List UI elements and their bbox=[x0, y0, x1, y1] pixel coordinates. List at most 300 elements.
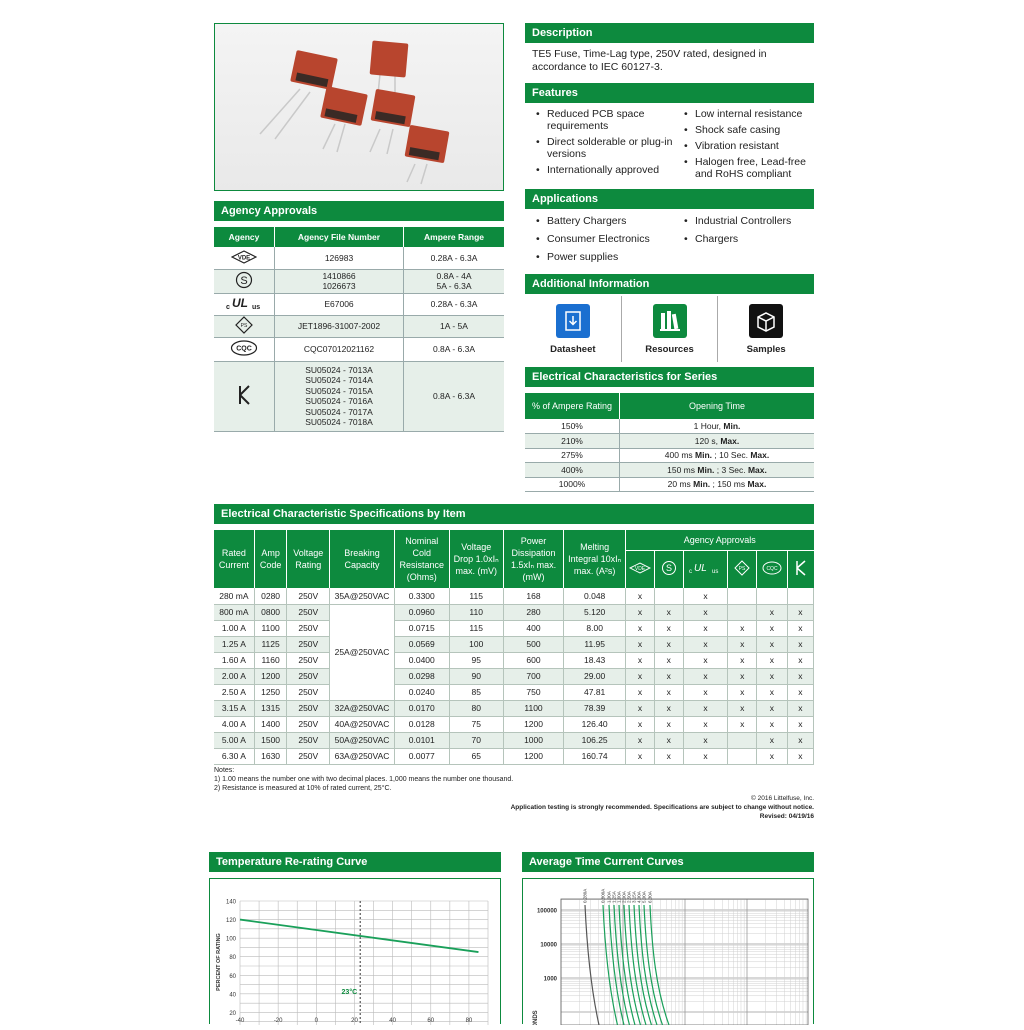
spec-cold-resistance: 0.0077 bbox=[394, 748, 449, 764]
feature-item: • Reduced PCB space requirements bbox=[533, 108, 673, 132]
agency-row bbox=[214, 361, 504, 431]
samples-link[interactable] bbox=[717, 296, 814, 362]
spec-amp-code: 1100 bbox=[254, 620, 287, 636]
time-chart bbox=[523, 879, 813, 1025]
spec-row bbox=[214, 748, 814, 764]
spec-voltage-drop: 85 bbox=[449, 684, 503, 700]
x-tick-label: 20 bbox=[351, 1018, 358, 1024]
spec-cold-resistance: 0.0298 bbox=[394, 668, 449, 684]
spec-amp-code: 1160 bbox=[254, 652, 287, 668]
spec-approval-mark: x bbox=[757, 700, 788, 716]
spec-cold-resistance: 0.3300 bbox=[394, 588, 449, 604]
spec-breaking-capacity: 63A@250VAC bbox=[330, 748, 395, 764]
spec-breaking-capacity: 40A@250VAC bbox=[330, 716, 395, 732]
spec-approval-mark: x bbox=[683, 732, 728, 748]
spec-col-breaking: Breaking Capacity bbox=[330, 530, 395, 588]
applications-left-list bbox=[533, 215, 673, 269]
curve-label: 4.00A bbox=[636, 891, 642, 903]
curve-label: 2.00A bbox=[621, 891, 627, 903]
series-time bbox=[620, 463, 815, 478]
series-col-pct: % of Ampere Rating bbox=[525, 393, 620, 419]
series-table bbox=[525, 393, 814, 492]
spec-voltage-rating: 250V bbox=[287, 588, 330, 604]
series-row bbox=[525, 463, 814, 478]
agency-row bbox=[214, 293, 504, 315]
curve-label: 1.00A bbox=[606, 891, 612, 903]
spec-rated-current: 1.00 A bbox=[214, 620, 254, 636]
spec-header: Electrical Characteristic Specifications by Item bbox=[214, 504, 814, 524]
y-tick-label: 140 bbox=[225, 899, 236, 906]
spec-row bbox=[214, 588, 814, 604]
spec-approval-mark bbox=[728, 748, 757, 764]
spec-melting-integral: 8.00 bbox=[564, 620, 626, 636]
spec-melting-integral: 5.120 bbox=[564, 604, 626, 620]
series-pct: 1000% bbox=[525, 477, 620, 492]
spec-approval-mark: x bbox=[728, 636, 757, 652]
spec-approval-mark: x bbox=[654, 716, 683, 732]
spec-approval-mark: x bbox=[787, 748, 813, 764]
note-1: 1) 1.00 means the number one with two decimal places. 1,000 means the number one thousand. bbox=[214, 776, 514, 783]
spec-melting-integral: 11.95 bbox=[564, 636, 626, 652]
x-tick-label: 0 bbox=[314, 1018, 318, 1024]
spec-notes bbox=[214, 766, 513, 793]
svg-text:UL: UL bbox=[232, 296, 248, 310]
spec-voltage-drop: 115 bbox=[449, 620, 503, 636]
spec-approval-mark: x bbox=[683, 620, 728, 636]
spec-power-dissipation: 1100 bbox=[503, 700, 563, 716]
y-axis-label: PERCENT OF RATING bbox=[216, 933, 222, 991]
x-tick-label: 80 bbox=[465, 1018, 473, 1024]
temp-chart-frame bbox=[209, 878, 501, 1024]
spec-rated-current: 2.00 A bbox=[214, 668, 254, 684]
spec-approval-mark: x bbox=[626, 668, 655, 684]
spec-row bbox=[214, 732, 814, 748]
spec-rated-current: 5.00 A bbox=[214, 732, 254, 748]
agency-table bbox=[214, 227, 504, 432]
spec-approval-mark: x bbox=[787, 716, 813, 732]
svg-text:PS: PS bbox=[240, 323, 248, 329]
spec-power-dissipation: 750 bbox=[503, 684, 563, 700]
spec-power-dissipation: 600 bbox=[503, 652, 563, 668]
disclaimer: Application testing is strongly recommended. Specifications are subject to change without notice. bbox=[510, 804, 814, 811]
spec-melting-integral: 126.40 bbox=[564, 716, 626, 732]
time-chart-frame bbox=[522, 878, 814, 1024]
spec-approval-mark: x bbox=[683, 748, 728, 764]
pse-logo-icon bbox=[728, 550, 757, 588]
y-tick-label: 100 bbox=[225, 936, 236, 943]
spec-row bbox=[214, 684, 814, 700]
svg-text:S: S bbox=[240, 275, 248, 287]
spec-rated-current: 3.15 A bbox=[214, 700, 254, 716]
series-time-part: 120 s, bbox=[694, 435, 721, 446]
spec-voltage-drop: 100 bbox=[449, 636, 503, 652]
x-tick-label: 40 bbox=[389, 1018, 396, 1024]
additional-info-panel bbox=[525, 296, 814, 362]
cul-logo-icon bbox=[683, 550, 728, 588]
notes-title: Notes: bbox=[214, 767, 235, 774]
spec-voltage-drop: 80 bbox=[449, 700, 503, 716]
spec-approval-mark: x bbox=[626, 604, 655, 620]
spec-amp-code: 1315 bbox=[254, 700, 287, 716]
spec-approval-mark: x bbox=[626, 620, 655, 636]
feature-item: • Shock safe casing bbox=[681, 124, 811, 136]
spec-cold-resistance: 0.0960 bbox=[394, 604, 449, 620]
spec-approval-mark: x bbox=[683, 700, 728, 716]
x-tick-label: 60 bbox=[427, 1018, 435, 1024]
spec-voltage-drop: 90 bbox=[449, 668, 503, 684]
agency-col-file: Agency File Number bbox=[275, 227, 404, 247]
x-tick-label: -20 bbox=[273, 1018, 283, 1024]
spec-melting-integral: 18.43 bbox=[564, 652, 626, 668]
svg-text:UL: UL bbox=[694, 563, 708, 575]
curve-label: 1.25A bbox=[611, 891, 617, 903]
spec-amp-code: 1125 bbox=[254, 636, 287, 652]
spec-approval-mark: x bbox=[787, 684, 813, 700]
spec-amp-code: 1250 bbox=[254, 684, 287, 700]
agency-ampere-range: 0.8A - 4A 5A - 6.3A bbox=[436, 270, 472, 291]
datasheet-link[interactable] bbox=[525, 296, 621, 362]
spec-col-melting: Melting Integral 10xIₙ max. (A²s) bbox=[564, 530, 626, 588]
spec-voltage-rating: 250V bbox=[287, 684, 330, 700]
spec-voltage-rating: 250V bbox=[287, 700, 330, 716]
spec-voltage-rating: 250V bbox=[287, 748, 330, 764]
spec-approval-mark: x bbox=[654, 636, 683, 652]
spec-approval-mark: x bbox=[757, 684, 788, 700]
spec-approval-mark: x bbox=[757, 732, 788, 748]
spec-approval-mark: x bbox=[683, 588, 728, 604]
resources-label: Resources bbox=[645, 344, 694, 355]
series-pct: 275% bbox=[525, 448, 620, 463]
spec-approval-mark: x bbox=[787, 700, 813, 716]
curve-label: 0.280A bbox=[582, 888, 588, 903]
spec-approval-mark: x bbox=[787, 620, 813, 636]
spec-approval-mark: x bbox=[787, 732, 813, 748]
temp-chart bbox=[210, 879, 500, 1025]
spec-rated-current: 2.50 A bbox=[214, 684, 254, 700]
time-current-curve bbox=[614, 905, 630, 1025]
additional-info-header: Additional Information bbox=[525, 274, 814, 294]
spec-approval-mark: x bbox=[787, 668, 813, 684]
series-col-time: Opening Time bbox=[620, 393, 815, 419]
svg-text:S: S bbox=[665, 563, 672, 574]
y-tick-label: 20 bbox=[229, 1010, 236, 1017]
series-time bbox=[620, 477, 815, 492]
spec-voltage-rating: 250V bbox=[287, 620, 330, 636]
agency-file-number: SU05024 - 7013A SU05024 - 7014A SU05024 - 7015A SU05024 - 7016A SU05024 - 7017A SU05024 - 7018A bbox=[275, 361, 404, 431]
series-time bbox=[620, 448, 815, 463]
curve-label: 5.00A bbox=[641, 891, 647, 903]
svg-text:c: c bbox=[689, 569, 693, 576]
series-time-part: Max. bbox=[720, 435, 740, 446]
spec-approval-mark: x bbox=[654, 700, 683, 716]
spec-approval-mark: x bbox=[683, 684, 728, 700]
pse-logo-icon bbox=[214, 315, 275, 337]
spec-col-power: Power Dissipation 1.5xIₙ max. (mW) bbox=[503, 530, 563, 588]
spec-power-dissipation: 500 bbox=[503, 636, 563, 652]
spec-breaking-capacity: 50A@250VAC bbox=[330, 732, 395, 748]
series-time-part: ; 150 ms bbox=[710, 479, 748, 490]
application-item: • Battery Chargers bbox=[533, 215, 673, 227]
spec-approval-mark: x bbox=[728, 700, 757, 716]
applications-header: Applications bbox=[525, 189, 814, 209]
application-item: • Power supplies bbox=[533, 251, 673, 263]
samples-label: Samples bbox=[746, 344, 786, 355]
x-tick-label: -40 bbox=[235, 1018, 245, 1024]
spec-rated-current: 1.60 A bbox=[214, 652, 254, 668]
revised: Revised: 04/19/16 bbox=[759, 813, 814, 820]
spec-approval-mark: x bbox=[757, 748, 788, 764]
series-row bbox=[525, 434, 814, 449]
feature-item: • Low internal resistance bbox=[681, 108, 811, 120]
note-2: 2) Resistance is measured at 10% of rated current, 25°C. bbox=[214, 785, 392, 792]
spec-power-dissipation: 280 bbox=[503, 604, 563, 620]
spec-col-rated-current: Rated Current bbox=[214, 530, 254, 588]
curve-label: 6.30A bbox=[647, 891, 653, 903]
features-header: Features bbox=[525, 83, 814, 103]
applications-right-list bbox=[681, 215, 811, 251]
svg-text:us: us bbox=[712, 569, 719, 576]
spec-row bbox=[214, 652, 814, 668]
svg-text:CQC: CQC bbox=[766, 566, 778, 573]
spec-approval-mark: x bbox=[757, 652, 788, 668]
spec-voltage-rating: 250V bbox=[287, 668, 330, 684]
resources-link[interactable] bbox=[621, 296, 718, 362]
spec-approval-mark: x bbox=[683, 636, 728, 652]
spec-amp-code: 0800 bbox=[254, 604, 287, 620]
spec-approval-mark bbox=[757, 588, 788, 604]
series-row bbox=[525, 448, 814, 463]
agency-file-number: E67006 bbox=[275, 293, 404, 315]
series-pct: 210% bbox=[525, 434, 620, 449]
time-current-curve bbox=[609, 905, 624, 1025]
y-tick-label: 60 bbox=[229, 973, 236, 980]
feature-item: • Direct solderable or plug-in versions bbox=[533, 136, 673, 160]
spec-approval-mark: x bbox=[626, 716, 655, 732]
application-item: • Consumer Electronics bbox=[533, 233, 673, 245]
spec-power-dissipation: 1000 bbox=[503, 732, 563, 748]
features-left-list bbox=[533, 108, 673, 180]
spec-rated-current: 800 mA bbox=[214, 604, 254, 620]
spec-cold-resistance: 0.0128 bbox=[394, 716, 449, 732]
spec-approval-mark: x bbox=[728, 668, 757, 684]
series-time-part: Min. bbox=[693, 479, 711, 490]
description-text: TE5 Fuse, Time-Lag type, 250V rated, designed in accordance to IEC 60127-3. bbox=[532, 48, 767, 73]
spec-footer bbox=[460, 794, 814, 821]
spec-voltage-drop: 110 bbox=[449, 604, 503, 620]
spec-approval-mark: x bbox=[654, 604, 683, 620]
series-time-part: Max. bbox=[747, 479, 767, 490]
series-time-part: Min. bbox=[697, 464, 715, 475]
series-header: Electrical Characteristics for Series bbox=[525, 367, 814, 387]
svg-text:VDE: VDE bbox=[237, 255, 251, 262]
spec-melting-integral: 78.39 bbox=[564, 700, 626, 716]
series-time-part: ; 10 Sec. bbox=[712, 450, 751, 461]
semko-logo-icon bbox=[214, 269, 275, 293]
series-time-part: Min. bbox=[723, 421, 741, 431]
y-tick-label: 80 bbox=[229, 955, 236, 962]
svg-text:CQC: CQC bbox=[236, 345, 252, 353]
spec-approval-mark: x bbox=[626, 588, 655, 604]
vde-logo-icon bbox=[214, 247, 275, 269]
series-pct: 400% bbox=[525, 463, 620, 478]
cqc-logo-icon bbox=[757, 550, 788, 588]
spec-voltage-drop: 95 bbox=[449, 652, 503, 668]
feature-item: • Vibration resistant bbox=[681, 140, 811, 152]
semko-logo-icon bbox=[654, 550, 683, 588]
agency-file-number: 126983 bbox=[275, 247, 404, 269]
time-current-curve bbox=[585, 905, 599, 1025]
spec-approval-mark: x bbox=[626, 684, 655, 700]
agency-row bbox=[214, 315, 504, 337]
spec-approval-mark bbox=[728, 732, 757, 748]
spec-approval-mark: x bbox=[787, 636, 813, 652]
spec-row bbox=[214, 668, 814, 684]
series-time-part: 1 Hour, bbox=[693, 421, 724, 431]
time-current-curve bbox=[619, 905, 635, 1025]
spec-row bbox=[214, 700, 814, 716]
svg-text:c: c bbox=[226, 304, 230, 311]
spec-amp-code: 1500 bbox=[254, 732, 287, 748]
curve-label: 2.50A bbox=[626, 891, 632, 903]
spec-approval-mark: x bbox=[757, 620, 788, 636]
series-row bbox=[525, 419, 814, 434]
spec-approval-mark: x bbox=[683, 716, 728, 732]
spec-cold-resistance: 0.0569 bbox=[394, 636, 449, 652]
series-time-part: 20 ms bbox=[667, 479, 694, 490]
series-time-part: Max. bbox=[750, 450, 770, 461]
marker-label: 23°C bbox=[341, 988, 358, 996]
feature-item: • Internationally approved bbox=[533, 164, 673, 176]
spec-power-dissipation: 400 bbox=[503, 620, 563, 636]
spec-voltage-drop: 65 bbox=[449, 748, 503, 764]
spec-approval-mark: x bbox=[757, 636, 788, 652]
cqc-logo-icon bbox=[214, 337, 275, 361]
y-axis-label: ONDS bbox=[533, 1010, 539, 1025]
spec-approval-mark: x bbox=[654, 652, 683, 668]
spec-cold-resistance: 0.0715 bbox=[394, 620, 449, 636]
spec-approval-mark: x bbox=[757, 604, 788, 620]
spec-melting-integral: 29.00 bbox=[564, 668, 626, 684]
spec-voltage-drop: 70 bbox=[449, 732, 503, 748]
spec-approval-mark: x bbox=[654, 684, 683, 700]
svg-text:PS: PS bbox=[738, 566, 746, 573]
spec-cold-resistance: 0.0101 bbox=[394, 732, 449, 748]
spec-approval-mark: x bbox=[728, 620, 757, 636]
series-time-part: Min. bbox=[695, 450, 713, 461]
description-header: Description bbox=[525, 23, 814, 43]
spec-melting-integral: 47.81 bbox=[564, 684, 626, 700]
series-row bbox=[525, 477, 814, 492]
spec-col-voltage: Voltage Rating bbox=[287, 530, 330, 588]
curve-label: 0.800A bbox=[600, 888, 606, 903]
spec-approval-mark bbox=[787, 588, 813, 604]
spec-approval-mark: x bbox=[654, 748, 683, 764]
spec-rated-current: 6.30 A bbox=[214, 748, 254, 764]
features-right-list bbox=[681, 108, 811, 184]
spec-rated-current: 4.00 A bbox=[214, 716, 254, 732]
box-icon bbox=[749, 304, 783, 338]
spec-power-dissipation: 1200 bbox=[503, 748, 563, 764]
spec-row bbox=[214, 716, 814, 732]
kc-logo-icon bbox=[214, 361, 275, 431]
spec-table bbox=[214, 530, 814, 765]
spec-breaking-capacity: 25A@250VAC bbox=[330, 604, 395, 700]
spec-approval-mark: x bbox=[683, 652, 728, 668]
books-icon bbox=[653, 304, 687, 338]
vde-logo-icon bbox=[626, 550, 655, 588]
spec-row bbox=[214, 636, 814, 652]
temp-chart-header: Temperature Re-rating Curve bbox=[209, 852, 501, 872]
spec-col-resistance: Nominal Cold Resistance (Ohms) bbox=[394, 530, 449, 588]
product-photo bbox=[214, 23, 504, 191]
spec-row bbox=[214, 604, 814, 620]
spec-amp-code: 1630 bbox=[254, 748, 287, 764]
spec-amp-code: 1400 bbox=[254, 716, 287, 732]
spec-melting-integral: 106.25 bbox=[564, 732, 626, 748]
kc-logo-icon bbox=[787, 550, 813, 588]
y-tick-label: 100000 bbox=[536, 908, 557, 915]
spec-approval-mark: x bbox=[654, 620, 683, 636]
feature-item: • Halogen free, Lead-free and RoHS compliant bbox=[681, 156, 811, 180]
agency-ampere-range: 0.28A - 6.3A bbox=[430, 298, 478, 309]
agency-row bbox=[214, 247, 504, 269]
spec-breaking-capacity: 32A@250VAC bbox=[330, 700, 395, 716]
series-time-part: ; 3 Sec. bbox=[714, 464, 748, 475]
agency-file-number: JET1896-31007-2002 bbox=[275, 315, 404, 337]
curve-label: 3.15A bbox=[631, 891, 637, 903]
spec-approval-mark: x bbox=[728, 716, 757, 732]
spec-approval-mark bbox=[728, 588, 757, 604]
spec-approval-mark: x bbox=[683, 668, 728, 684]
cul-logo-icon bbox=[214, 293, 275, 315]
spec-melting-integral: 160.74 bbox=[564, 748, 626, 764]
agency-header: Agency Approvals bbox=[214, 201, 504, 221]
spec-melting-integral: 0.048 bbox=[564, 588, 626, 604]
spec-voltage-rating: 250V bbox=[287, 716, 330, 732]
spec-amp-code: 1200 bbox=[254, 668, 287, 684]
agency-col-agency: Agency bbox=[214, 227, 275, 247]
spec-col-voltage-drop: Voltage Drop 1.0xIₙ max. (mV) bbox=[449, 530, 503, 588]
agency-ampere-range: 0.8A - 6.3A bbox=[432, 343, 476, 354]
agency-file-number: CQC07012021162 bbox=[275, 337, 404, 361]
document-download-icon bbox=[556, 304, 590, 338]
spec-approval-mark: x bbox=[787, 604, 813, 620]
spec-breaking-capacity: 35A@250VAC bbox=[330, 588, 395, 604]
spec-approval-mark bbox=[654, 588, 683, 604]
spec-approval-mark: x bbox=[626, 700, 655, 716]
spec-cold-resistance: 0.0240 bbox=[394, 684, 449, 700]
series-time-part: 400 ms bbox=[664, 450, 696, 461]
spec-col-agency: Agency Approvals bbox=[626, 530, 814, 550]
series-time-part: 150 ms bbox=[667, 464, 698, 475]
spec-approval-mark: x bbox=[728, 684, 757, 700]
spec-approval-mark: x bbox=[654, 732, 683, 748]
spec-voltage-drop: 75 bbox=[449, 716, 503, 732]
spec-rated-current: 1.25 A bbox=[214, 636, 254, 652]
series-time bbox=[620, 434, 815, 449]
spec-cold-resistance: 0.0400 bbox=[394, 652, 449, 668]
spec-voltage-rating: 250V bbox=[287, 732, 330, 748]
agency-row bbox=[214, 337, 504, 361]
spec-approval-mark: x bbox=[626, 652, 655, 668]
spec-power-dissipation: 1200 bbox=[503, 716, 563, 732]
spec-voltage-rating: 250V bbox=[287, 604, 330, 620]
application-item: • Industrial Controllers bbox=[681, 215, 811, 227]
spec-approval-mark: x bbox=[728, 652, 757, 668]
spec-approval-mark: x bbox=[683, 604, 728, 620]
spec-voltage-drop: 115 bbox=[449, 588, 503, 604]
agency-ampere-range: 0.8A - 6.3A bbox=[432, 390, 476, 401]
